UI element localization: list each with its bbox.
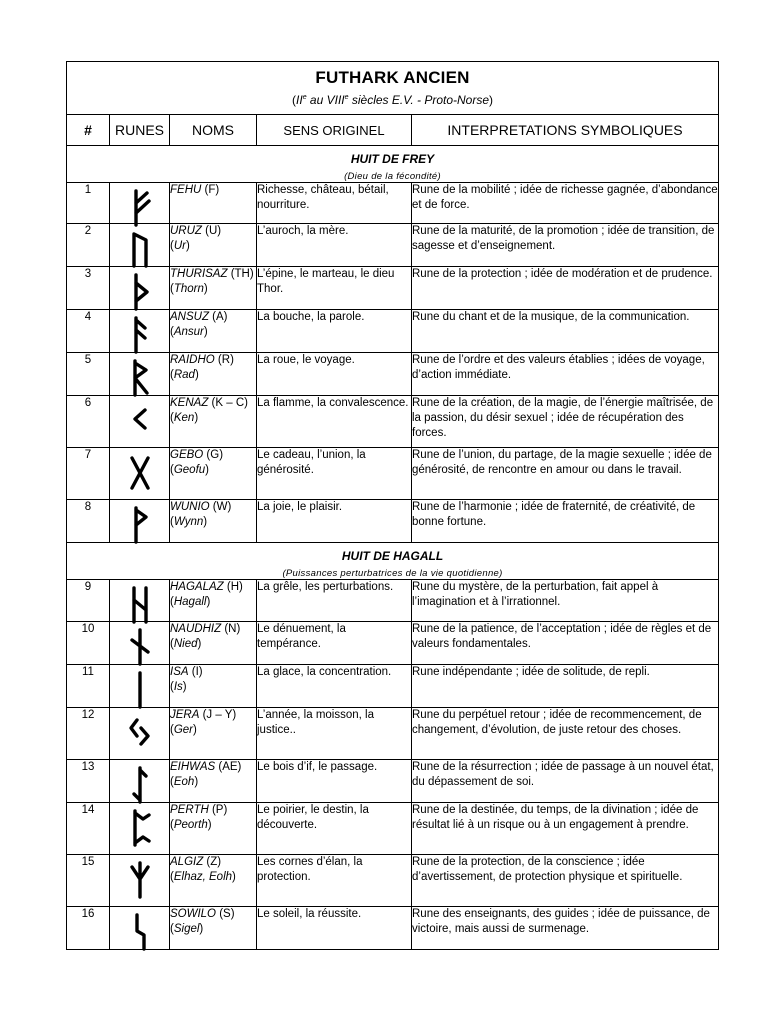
- rune-name-cell: ISA (I) (Is): [170, 665, 257, 708]
- rune-name-cell: PERTH (P) (Peorth): [170, 803, 257, 855]
- algiz-rune-glyph: [127, 859, 153, 901]
- group-header-row: [67, 543, 719, 580]
- group-description: (Dieu de la fécondité): [344, 171, 441, 182]
- rune-name: FEHU: [170, 184, 202, 196]
- rune-number: 10: [67, 622, 110, 665]
- rune-name: KENAZ: [170, 397, 209, 409]
- subtitle-sup: e: [344, 94, 349, 101]
- ansuz-rune-icon: [110, 310, 170, 353]
- rune-interpretation: Rune du mystère, de la perturbation, fait appel à l’imagination et à l’irrationnel.: [412, 580, 719, 622]
- naudhiz-rune-icon: [110, 622, 170, 665]
- rune-number: 3: [67, 267, 110, 310]
- rune-meaning: La roue, le voyage.: [257, 353, 412, 396]
- table-row: [67, 803, 719, 855]
- rune-interpretation: Rune de l’harmonie ; idée de fraternité, de créativité, de bonne fortune.: [412, 500, 719, 543]
- rune-meaning: L’auroch, la mère.: [257, 224, 412, 267]
- col-header-interp: INTERPRETATIONS SYMBOLIQUES: [412, 115, 719, 146]
- sowilo-rune-icon: [110, 907, 170, 950]
- rune-name-cell: KENAZ (K – C) (Ken): [170, 396, 257, 448]
- rune-meaning: La grêle, les perturbations.: [257, 580, 412, 622]
- rune-name-cell: JERA (J – Y) (Ger): [170, 708, 257, 760]
- group-description: (Puissances perturbatrices de la vie quotidienne): [282, 568, 503, 579]
- table-row: [67, 907, 719, 950]
- rune-name-cell: EIHWAS (AE) (Eoh): [170, 760, 257, 803]
- fehu-rune-icon: [110, 183, 170, 224]
- rune-name-cell: URUZ (U) (Ur): [170, 224, 257, 267]
- rune-sound: (K – C): [208, 397, 248, 409]
- rune-sound: (S): [216, 908, 235, 920]
- rune-meaning: L’épine, le marteau, le dieu Thor.: [257, 267, 412, 310]
- table-row: [67, 396, 719, 448]
- rune-sound: (N): [221, 623, 241, 635]
- rune-name: PERTH: [170, 804, 209, 816]
- rune-meaning: Le cadeau, l’union, la générosité.: [257, 448, 412, 500]
- rune-sound: (P): [208, 804, 228, 816]
- rune-alt-name: Sigel: [173, 923, 200, 935]
- table-row: [67, 500, 719, 543]
- rune-number: 7: [67, 448, 110, 500]
- rune-sound: (I): [188, 666, 203, 678]
- rune-meaning: Le bois d’if, le passage.: [257, 760, 412, 803]
- subtitle-sup: e: [302, 94, 307, 101]
- wunjo-rune-icon: [110, 500, 170, 543]
- rune-sound: (F): [201, 184, 220, 196]
- rune-interpretation: Rune de l’ordre et des valeurs établies ; idées de voyage, d’action immédiate.: [412, 353, 719, 396]
- rune-sound: (A): [208, 311, 228, 323]
- rune-name-cell: ALGIZ (Z) (Elhaz, Eolh): [170, 855, 257, 907]
- rune-alt-name: Eoh: [173, 776, 195, 788]
- rune-name: SOWILO: [170, 908, 217, 920]
- uruz-rune-glyph: [127, 228, 153, 270]
- rune-meaning: Le dénuement, la tempérance.: [257, 622, 412, 665]
- rune-sound: (TH): [227, 268, 254, 280]
- rune-interpretation: Rune du chant et de la musique, de la communication.: [412, 310, 719, 353]
- isa-rune-icon: [110, 665, 170, 708]
- rune-meaning: La joie, le plaisir.: [257, 500, 412, 543]
- rune-name: EIHWAS: [170, 761, 216, 773]
- rune-alt-name: Elhaz, Eolh: [173, 871, 233, 883]
- rune-name: ALGIZ: [170, 856, 204, 868]
- rune-alt-name: Ur: [173, 240, 186, 252]
- rune-number: 4: [67, 310, 110, 353]
- perth-rune-icon: [110, 803, 170, 855]
- table-row: [67, 353, 719, 396]
- table-row: [67, 224, 719, 267]
- rune-interpretation: Rune de l’union, du partage, de la magie sexuelle ; idée de générosité, de rencontre en amour ou dans le travail.: [412, 448, 719, 500]
- rune-number: 11: [67, 665, 110, 708]
- eihwaz-rune-icon: [110, 760, 170, 803]
- rune-number: 9: [67, 580, 110, 622]
- group-header-cell: [67, 543, 719, 580]
- table-row: [67, 855, 719, 907]
- rune-interpretation: Rune de la protection ; idée de modération et de prudence.: [412, 267, 719, 310]
- rune-sound: (W): [209, 501, 232, 513]
- kenaz-rune-glyph: [127, 400, 153, 442]
- col-header-runes: RUNES: [110, 115, 170, 146]
- hagalaz-rune-icon: [110, 580, 170, 622]
- table-row: [67, 267, 719, 310]
- rune-number: 15: [67, 855, 110, 907]
- uruz-rune-icon: [110, 224, 170, 267]
- table-row: [67, 665, 719, 708]
- rune-alt-name: Ansur: [173, 326, 204, 338]
- table-row: [67, 622, 719, 665]
- rune-name-cell: ANSUZ (A) (Ansur): [170, 310, 257, 353]
- hagalaz-rune-glyph: [127, 584, 153, 626]
- rune-meaning: Richesse, château, bétail, nourriture.: [257, 183, 412, 224]
- rune-name-cell: [170, 183, 257, 224]
- rune-number: 13: [67, 760, 110, 803]
- rune-name-cell: GEBO (G) (Geofu): [170, 448, 257, 500]
- rune-name-cell: HAGALAZ (H) (Hagall): [170, 580, 257, 622]
- rune-meaning: L’année, la moisson, la justice..: [257, 708, 412, 760]
- rune-alt-name: Is: [173, 681, 183, 693]
- title-cell: [67, 62, 719, 115]
- table-row: [67, 448, 719, 500]
- subtitle-part: siècles E.V. - Proto-Norse: [348, 93, 490, 107]
- rune-meaning: Le poirier, le destin, la découverte.: [257, 803, 412, 855]
- rune-name: URUZ: [170, 225, 202, 237]
- rune-sound: (G): [203, 449, 224, 461]
- rune-meaning: Les cornes d’élan, la protection.: [257, 855, 412, 907]
- table-row: [67, 310, 719, 353]
- rune-name: ISA: [170, 666, 189, 678]
- rune-interpretation: Rune indépendante ; idée de solitude, de repli.: [412, 665, 719, 708]
- rune-alt-name: Wynn: [173, 516, 204, 528]
- rune-number: 1: [67, 183, 110, 224]
- gebo-rune-glyph: [127, 452, 153, 494]
- rune-name: WUNIO: [170, 501, 210, 513]
- rune-interpretation: Rune du perpétuel retour ; idée de recommencement, de changement, d’évolution, de juste retour des choses.: [412, 708, 719, 760]
- rune-name: NAUDHIZ: [170, 623, 222, 635]
- rune-interpretation: Rune de la patience, de l’acceptation ; idée de règles et de valeurs fondamentales.: [412, 622, 719, 665]
- page-title: FUTHARK ANCIEN: [315, 68, 470, 87]
- table-row: [67, 760, 719, 803]
- wunjo-rune-glyph: [127, 504, 153, 546]
- rune-name: JERA: [170, 709, 200, 721]
- rune-sound: (Z): [203, 856, 222, 868]
- rune-number: 16: [67, 907, 110, 950]
- rune-number: 5: [67, 353, 110, 396]
- rune-name-cell: THURISAZ (TH) (Thorn): [170, 267, 257, 310]
- rune-name-cell: WUNIO (W) (Wynn): [170, 500, 257, 543]
- rune-alt-name: Rad: [173, 369, 195, 381]
- subtitle-part: au VIII: [306, 93, 345, 107]
- kenaz-rune-icon: [110, 396, 170, 448]
- rune-sound: (J – Y): [199, 709, 237, 721]
- rune-interpretation: Rune de la destinée, du temps, de la divination ; idée de résultat lié à un risque ou à un engagement à prendre.: [412, 803, 719, 855]
- rune-name: GEBO: [170, 449, 204, 461]
- rune-number: 6: [67, 396, 110, 448]
- rune-alt-name: Hagall: [173, 596, 207, 608]
- col-header-noms: NOMS: [170, 115, 257, 146]
- subtitle-part: II: [296, 93, 303, 107]
- col-header-sens: SENS ORIGINEL: [257, 115, 412, 146]
- rune-interpretation: Rune de la maturité, de la promotion ; idée de transition, de sagesse et d’enseignement.: [412, 224, 719, 267]
- rune-alt-name: Ken: [173, 412, 195, 424]
- perth-rune-glyph: [127, 807, 153, 849]
- isa-rune-glyph: [127, 669, 153, 711]
- rune-meaning: La glace, la concentration.: [257, 665, 412, 708]
- rune-interpretation: Rune de la création, de la magie, de l’énergie maîtrisée, de la passion, du désir sexuel ; idée de récupération des forces.: [412, 396, 719, 448]
- group-header-row: [67, 146, 719, 183]
- gebo-rune-icon: [110, 448, 170, 500]
- page-subtitle: (IIe au VIIIe siècles E.V. - Proto-Norse): [292, 93, 494, 107]
- table-row: [67, 183, 719, 224]
- futhark-table: [66, 61, 719, 950]
- col-header-num: #: [67, 115, 110, 146]
- jera-rune-icon: [110, 708, 170, 760]
- rune-number: 8: [67, 500, 110, 543]
- rune-name: HAGALAZ: [170, 581, 224, 593]
- ansuz-rune-glyph: [127, 314, 153, 356]
- rune-interpretation: Rune de la mobilité ; idée de richesse gagnée, d’abondance et de force.: [412, 183, 719, 224]
- group-header-cell: [67, 146, 719, 183]
- rune-name-cell: SOWILO (S) (Sigel): [170, 907, 257, 950]
- rune-name-cell: RAIDHO (R) (Rad): [170, 353, 257, 396]
- rune-interpretation: Rune de la résurrection ; idée de passage à un nouvel état, du dépassement de soi.: [412, 760, 719, 803]
- raidho-rune-glyph: [127, 357, 153, 399]
- rune-meaning: Le soleil, la réussite.: [257, 907, 412, 950]
- rune-alt-name: Thorn: [173, 283, 204, 295]
- thurisaz-rune-icon: [110, 267, 170, 310]
- rune-meaning: La flamme, la convalescence.: [257, 396, 412, 448]
- rune-sound: (AE): [215, 761, 242, 773]
- rune-sound: (H): [223, 581, 243, 593]
- rune-sound: (U): [201, 225, 222, 237]
- rune-alt-name: Peorth: [173, 819, 208, 831]
- rune-interpretation: Rune de la protection, de la conscience ; idée d’avertissement, de protection physique et spirituelle.: [412, 855, 719, 907]
- rune-name: RAIDHO: [170, 354, 215, 366]
- rune-alt-name: Geofu: [173, 464, 206, 476]
- algiz-rune-icon: [110, 855, 170, 907]
- rune-name: ANSUZ: [170, 311, 209, 323]
- rune-name: THURISAZ: [170, 268, 228, 280]
- rune-number: 12: [67, 708, 110, 760]
- rune-alt-name: Ger: [173, 724, 194, 736]
- jera-rune-glyph: [127, 712, 153, 754]
- rune-name-cell: NAUDHIZ (N) (Nied): [170, 622, 257, 665]
- sowilo-rune-glyph: [127, 911, 153, 953]
- naudhiz-rune-glyph: [127, 626, 153, 668]
- table-row: [67, 580, 719, 622]
- rune-number: 2: [67, 224, 110, 267]
- header-row: [67, 115, 719, 146]
- rune-number: 14: [67, 803, 110, 855]
- rune-meaning: La bouche, la parole.: [257, 310, 412, 353]
- rune-sound: (R): [214, 354, 234, 366]
- rune-interpretation: Rune des enseignants, des guides ; idée de puissance, de victoire, mais aussi de surmenage.: [412, 907, 719, 950]
- eihwaz-rune-glyph: [127, 764, 153, 806]
- raidho-rune-icon: [110, 353, 170, 396]
- thurisaz-rune-glyph: [127, 271, 153, 313]
- table-row: [67, 708, 719, 760]
- rune-alt-name: Nied: [173, 638, 198, 650]
- group-name: HUIT DE HAGALL: [341, 549, 444, 563]
- group-name: HUIT DE FREY: [350, 152, 435, 166]
